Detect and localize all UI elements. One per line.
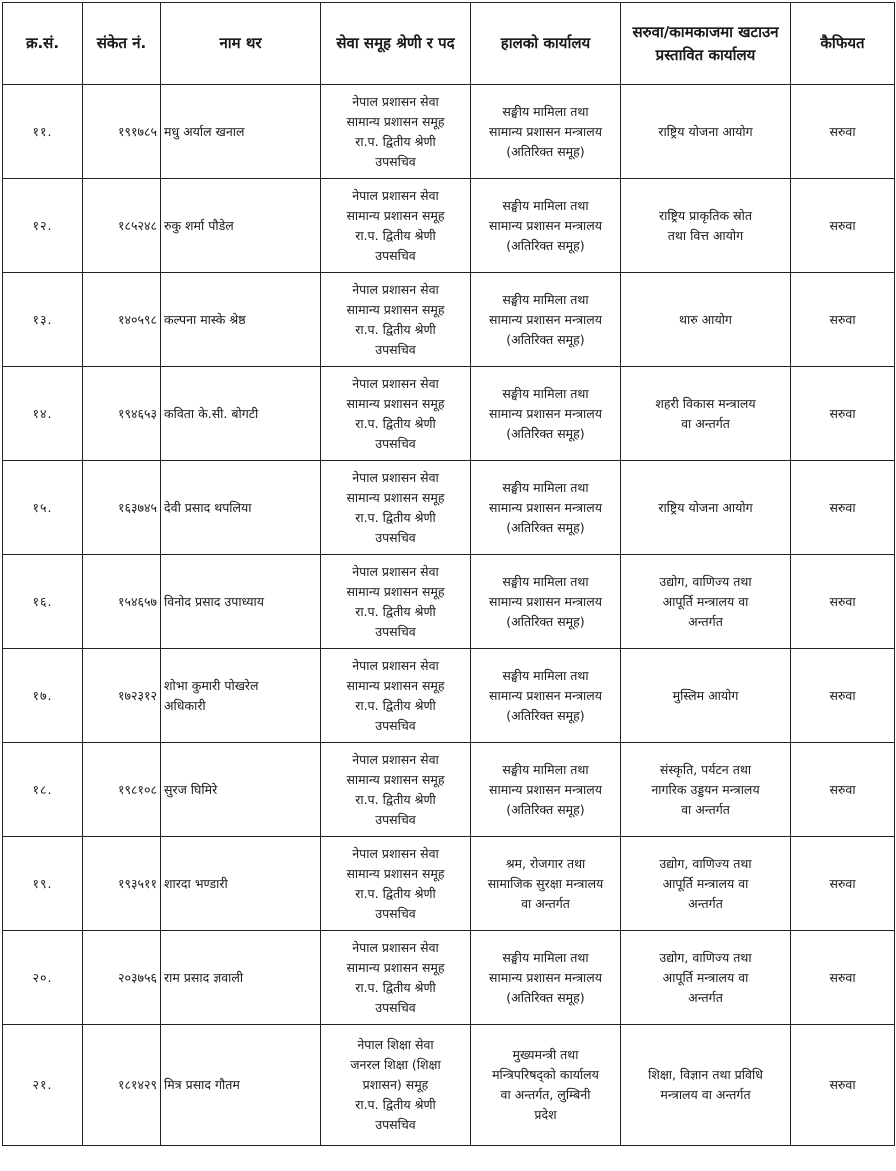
cell-service-line: सामान्य प्रशासन समूह xyxy=(346,677,445,693)
cell-current-office-line: सामान्य प्रशासन मन्त्रालय xyxy=(489,593,602,609)
cell-code: १५४६५७ xyxy=(83,555,161,649)
cell-proposed-office xyxy=(621,367,791,461)
cell-name xyxy=(161,367,321,461)
cell-code: १९८१०८ xyxy=(83,743,161,837)
cell-service-line: नेपाल शिक्षा सेवा xyxy=(357,1037,434,1052)
table-row xyxy=(3,179,895,273)
cell-name xyxy=(161,85,321,179)
cell-code: १८५२४८ xyxy=(83,179,161,273)
header-name: नाम थर xyxy=(161,3,321,85)
cell-name xyxy=(161,179,321,273)
cell-current-office-line: (अतिरिक्त समूह) xyxy=(506,425,585,441)
table-row xyxy=(3,273,895,367)
cell-sn: १५. xyxy=(3,461,83,555)
cell-current-office xyxy=(471,461,621,555)
cell-current-office-line: सामान्य प्रशासन मन्त्रालय xyxy=(489,499,602,515)
cell-current-office-line: सङ्घीय मामिला तथा xyxy=(502,385,589,401)
cell-service-line: नेपाल प्रशासन सेवा xyxy=(352,751,439,767)
cell-service xyxy=(321,273,471,367)
cell-name xyxy=(161,743,321,837)
cell-sn: २०. xyxy=(3,931,83,1025)
cell-service-line: सामान्य प्रशासन समूह xyxy=(346,865,445,881)
cell-sn: १६. xyxy=(3,555,83,649)
cell-current-office-line: सामान्य प्रशासन मन्त्रालय xyxy=(489,311,602,327)
cell-current-office-line: वा अन्तर्गत, लुम्बिनी xyxy=(500,1087,591,1102)
cell-proposed-office xyxy=(621,179,791,273)
cell-current-office-line: (अतिरिक्त समूह) xyxy=(506,143,585,159)
cell-proposed-office-line: मुस्लिम आयोग xyxy=(672,687,739,703)
header-code: संकेत नं. xyxy=(83,3,161,85)
cell-service xyxy=(321,367,471,461)
cell-service-line: उपसचिव xyxy=(375,811,416,827)
cell-current-office-line: सङ्घीय मामिला तथा xyxy=(502,103,589,119)
table-row xyxy=(3,837,895,931)
cell-current-office-line: सामान्य प्रशासन मन्त्रालय xyxy=(489,687,602,703)
cell-name-line: शोभा कुमारी पोखरेल xyxy=(164,677,259,693)
cell-service-line: उपसचिव xyxy=(375,623,416,639)
cell-name-line: देवी प्रसाद थपलिया xyxy=(164,499,252,515)
table-header xyxy=(3,3,895,85)
cell-current-office-line: सङ्घीय मामिला तथा xyxy=(502,761,589,777)
cell-service-line: नेपाल प्रशासन सेवा xyxy=(352,469,439,485)
cell-current-office xyxy=(471,649,621,743)
cell-service-line: रा.प. द्वितीय श्रेणी xyxy=(355,885,436,901)
cell-current-office-line: सङ्घीय मामिला तथा xyxy=(502,479,589,495)
cell-current-office-line: सामाजिक सुरक्षा मन्त्रालय xyxy=(487,875,604,891)
cell-proposed-office-line: राष्ट्रिय प्राकृतिक स्रोत xyxy=(659,207,752,223)
table-row xyxy=(3,649,895,743)
cell-proposed-office-line: शहरी विकास मन्त्रालय xyxy=(655,395,756,411)
cell-proposed-office-line: तथा वित्त आयोग xyxy=(667,227,744,243)
table-row xyxy=(3,555,895,649)
cell-remarks: सरुवा xyxy=(791,837,895,931)
cell-remarks: सरुवा xyxy=(791,85,895,179)
cell-proposed-office-line: मन्त्रालय वा अन्तर्गत xyxy=(660,1087,751,1102)
cell-service-line: उपसचिव xyxy=(375,435,416,451)
cell-current-office-line: प्रदेश xyxy=(534,1107,557,1122)
cell-service-line: सामान्य प्रशासन समूह xyxy=(346,395,445,411)
cell-proposed-office xyxy=(621,555,791,649)
cell-name-line: मित्र प्रसाद गौतम xyxy=(164,1077,240,1092)
cell-current-office-line: सामान्य प्रशासन मन्त्रालय xyxy=(489,969,602,985)
cell-proposed-office-line: अन्तर्गत xyxy=(688,989,723,1005)
header-current-office: हालको कार्यालय xyxy=(471,3,621,85)
cell-name-line: अधिकारी xyxy=(164,697,206,713)
cell-proposed-office-line: आपूर्ति मन्त्रालय वा xyxy=(662,593,749,609)
cell-sn: ११. xyxy=(3,85,83,179)
cell-current-office xyxy=(471,931,621,1025)
cell-service-line: उपसचिव xyxy=(375,247,416,263)
cell-current-office xyxy=(471,367,621,461)
cell-service-line: सामान्य प्रशासन समूह xyxy=(346,583,445,599)
cell-proposed-office-line: आपूर्ति मन्त्रालय वा xyxy=(662,875,749,891)
cell-remarks: सरुवा xyxy=(791,555,895,649)
cell-code: १९३५११ xyxy=(83,837,161,931)
cell-service xyxy=(321,1025,471,1146)
table-body xyxy=(3,85,895,1146)
table-row xyxy=(3,367,895,461)
cell-current-office-line: (अतिरिक्त समूह) xyxy=(506,519,585,535)
cell-service-line: रा.प. द्वितीय श्रेणी xyxy=(355,979,436,995)
cell-name-line: रुकु शर्मा पौडेल xyxy=(164,217,234,233)
cell-service-line: रा.प. द्वितीय श्रेणी xyxy=(355,133,436,149)
table-row xyxy=(3,85,895,179)
cell-name xyxy=(161,931,321,1025)
cell-current-office-line: (अतिरिक्त समूह) xyxy=(506,707,585,723)
cell-name xyxy=(161,1025,321,1146)
cell-proposed-office xyxy=(621,461,791,555)
cell-service xyxy=(321,837,471,931)
cell-service-line: सामान्य प्रशासन समूह xyxy=(346,959,445,975)
cell-service-line: सामान्य प्रशासन समूह xyxy=(346,771,445,787)
cell-service xyxy=(321,743,471,837)
table-row xyxy=(3,743,895,837)
cell-proposed-office xyxy=(621,931,791,1025)
cell-current-office-line: श्रम, रोजगार तथा xyxy=(505,855,586,871)
cell-service-line: रा.प. द्वितीय श्रेणी xyxy=(355,791,436,807)
cell-sn: १९. xyxy=(3,837,83,931)
header-row xyxy=(3,3,895,85)
cell-service-line: रा.प. द्वितीय श्रेणी xyxy=(355,1097,436,1112)
cell-sn: १२. xyxy=(3,179,83,273)
cell-proposed-office-line: उद्योग, वाणिज्य तथा xyxy=(659,949,752,965)
cell-current-office-line: (अतिरिक्त समूह) xyxy=(506,613,585,629)
cell-proposed-office-line: आपूर्ति मन्त्रालय वा xyxy=(662,969,749,985)
cell-current-office-line: (अतिरिक्त समूह) xyxy=(506,237,585,253)
cell-service-line: उपसचिव xyxy=(375,905,416,921)
cell-name xyxy=(161,273,321,367)
cell-sn: १४. xyxy=(3,367,83,461)
cell-code: १६३७४५ xyxy=(83,461,161,555)
cell-service-line: नेपाल प्रशासन सेवा xyxy=(352,93,439,109)
cell-sn: १३. xyxy=(3,273,83,367)
cell-sn: २१. xyxy=(3,1025,83,1146)
cell-proposed-office-line: वा अन्तर्गत xyxy=(681,415,730,431)
cell-proposed-office-line: राष्ट्रिय योजना आयोग xyxy=(658,499,753,515)
cell-proposed-office xyxy=(621,85,791,179)
cell-remarks: सरुवा xyxy=(791,273,895,367)
cell-sn: १८. xyxy=(3,743,83,837)
cell-proposed-office-line: राष्ट्रिय योजना आयोग xyxy=(658,123,753,139)
cell-name-line: शारदा भण्डारी xyxy=(164,875,228,891)
cell-name xyxy=(161,461,321,555)
cell-proposed-office xyxy=(621,273,791,367)
cell-current-office-line: सङ्घीय मामिला तथा xyxy=(502,949,589,965)
cell-proposed-office xyxy=(621,837,791,931)
cell-current-office xyxy=(471,1025,621,1146)
cell-service xyxy=(321,179,471,273)
cell-current-office-line: (अतिरिक्त समूह) xyxy=(506,989,585,1005)
cell-name xyxy=(161,555,321,649)
cell-current-office-line: वा अन्तर्गत xyxy=(521,895,570,911)
cell-current-office-line: सामान्य प्रशासन मन्त्रालय xyxy=(489,405,602,421)
cell-current-office xyxy=(471,85,621,179)
table-row xyxy=(3,461,895,555)
cell-remarks: सरुवा xyxy=(791,931,895,1025)
header-remarks: कैफियत xyxy=(791,3,895,85)
cell-proposed-office xyxy=(621,649,791,743)
cell-service-line: सामान्य प्रशासन समूह xyxy=(346,489,445,505)
cell-service xyxy=(321,461,471,555)
cell-service-line: उपसचिव xyxy=(375,1117,416,1132)
cell-service-line: नेपाल प्रशासन सेवा xyxy=(352,563,439,579)
cell-current-office-line: सामान्य प्रशासन मन्त्रालय xyxy=(489,123,602,139)
cell-service-line: उपसचिव xyxy=(375,717,416,733)
cell-current-office-line: मन्त्रिपरिषद्को कार्यालय xyxy=(492,1067,599,1082)
cell-service-line: नेपाल प्रशासन सेवा xyxy=(352,939,439,955)
cell-current-office-line: सङ्घीय मामिला तथा xyxy=(502,667,589,683)
cell-remarks: सरुवा xyxy=(791,367,895,461)
cell-service-line: सामान्य प्रशासन समूह xyxy=(346,113,445,129)
cell-current-office-line: सङ्घीय मामिला तथा xyxy=(502,197,589,213)
cell-service-line: नेपाल प्रशासन सेवा xyxy=(352,375,439,391)
cell-proposed-office-line: अन्तर्गत xyxy=(688,613,723,629)
cell-current-office xyxy=(471,837,621,931)
cell-service xyxy=(321,555,471,649)
cell-code: १९४६५३ xyxy=(83,367,161,461)
table-row xyxy=(3,1025,895,1146)
cell-name-line: कल्पना मास्के श्रेष्ठ xyxy=(164,311,246,327)
cell-code: १४०५९८ xyxy=(83,273,161,367)
table-row xyxy=(3,931,895,1025)
cell-current-office-line: सामान्य प्रशासन मन्त्रालय xyxy=(489,781,602,797)
cell-name-line: राम प्रसाद ज्ञवाली xyxy=(164,969,244,985)
cell-remarks: सरुवा xyxy=(791,461,895,555)
cell-remarks: सरुवा xyxy=(791,179,895,273)
cell-service-line: उपसचिव xyxy=(375,999,416,1015)
cell-name-line: कविता के.सी. बोगटी xyxy=(164,405,259,421)
cell-remarks: सरुवा xyxy=(791,1025,895,1146)
cell-proposed-office-line: उद्योग, वाणिज्य तथा xyxy=(659,855,752,871)
cell-current-office xyxy=(471,273,621,367)
cell-remarks: सरुवा xyxy=(791,743,895,837)
cell-current-office-line: मुख्यमन्त्री तथा xyxy=(512,1047,579,1062)
cell-service xyxy=(321,649,471,743)
cell-service-line: रा.प. द्वितीय श्रेणी xyxy=(355,415,436,431)
cell-current-office xyxy=(471,555,621,649)
cell-current-office-line: सङ्घीय मामिला तथा xyxy=(502,573,589,589)
cell-service-line: सामान्य प्रशासन समूह xyxy=(346,301,445,317)
cell-service xyxy=(321,931,471,1025)
cell-current-office-line: (अतिरिक्त समूह) xyxy=(506,801,585,817)
cell-current-office xyxy=(471,179,621,273)
cell-code: १९१७८५ xyxy=(83,85,161,179)
header-proposed-office: सरुवा/कामकाजमा खटाउन प्रस्तावित कार्यालय xyxy=(621,3,791,85)
cell-service-line: उपसचिव xyxy=(375,341,416,357)
cell-service-line: उपसचिव xyxy=(375,153,416,169)
transfer-table xyxy=(2,2,895,1146)
cell-code: १७२३१२ xyxy=(83,649,161,743)
cell-name-line: मधु अर्याल खनाल xyxy=(164,123,245,139)
cell-name xyxy=(161,649,321,743)
cell-proposed-office-line: उद्योग, वाणिज्य तथा xyxy=(659,573,752,589)
header-sn: क्र.सं. xyxy=(3,3,83,85)
cell-current-office-line: (अतिरिक्त समूह) xyxy=(506,331,585,347)
cell-proposed-office-line: नागरिक उड्डयन मन्त्रालय xyxy=(651,781,760,797)
cell-code: १८१४२९ xyxy=(83,1025,161,1146)
cell-name-line: विनोद प्रसाद उपाध्याय xyxy=(164,593,265,609)
cell-service-line: रा.प. द्वितीय श्रेणी xyxy=(355,509,436,525)
cell-sn: १७. xyxy=(3,649,83,743)
cell-name-line: सुरज घिमिरे xyxy=(164,781,218,797)
cell-current-office-line: सङ्घीय मामिला तथा xyxy=(502,291,589,307)
cell-service-line: रा.प. द्वितीय श्रेणी xyxy=(355,321,436,337)
cell-service-line: सामान्य प्रशासन समूह xyxy=(346,207,445,223)
cell-service-line: नेपाल प्रशासन सेवा xyxy=(352,187,439,203)
cell-service-line: नेपाल प्रशासन सेवा xyxy=(352,281,439,297)
cell-service-line: रा.प. द्वितीय श्रेणी xyxy=(355,227,436,243)
cell-code: २०३७५६ xyxy=(83,931,161,1025)
header-service: सेवा समूह श्रेणी र पद xyxy=(321,3,471,85)
cell-proposed-office-line: अन्तर्गत xyxy=(688,895,723,911)
cell-current-office xyxy=(471,743,621,837)
cell-service-line: उपसचिव xyxy=(375,529,416,545)
cell-name xyxy=(161,837,321,931)
cell-service-line: रा.प. द्वितीय श्रेणी xyxy=(355,697,436,713)
cell-service-line: नेपाल प्रशासन सेवा xyxy=(352,845,439,861)
cell-proposed-office-line: संस्कृति, पर्यटन तथा xyxy=(659,761,752,777)
cell-service-line: प्रशासन) समूह xyxy=(362,1077,429,1092)
cell-service-line: जनरल शिक्षा (शिक्षा xyxy=(350,1057,441,1072)
cell-proposed-office xyxy=(621,743,791,837)
cell-service-line: नेपाल प्रशासन सेवा xyxy=(352,657,439,673)
cell-current-office-line: सामान्य प्रशासन मन्त्रालय xyxy=(489,217,602,233)
cell-proposed-office-line: थारु आयोग xyxy=(679,311,732,327)
cell-proposed-office xyxy=(621,1025,791,1146)
cell-service xyxy=(321,85,471,179)
cell-proposed-office-line: वा अन्तर्गत xyxy=(681,801,730,817)
cell-proposed-office-line: शिक्षा, विज्ञान तथा प्रविधि xyxy=(648,1067,763,1082)
cell-service-line: रा.प. द्वितीय श्रेणी xyxy=(355,603,436,619)
cell-remarks: सरुवा xyxy=(791,649,895,743)
